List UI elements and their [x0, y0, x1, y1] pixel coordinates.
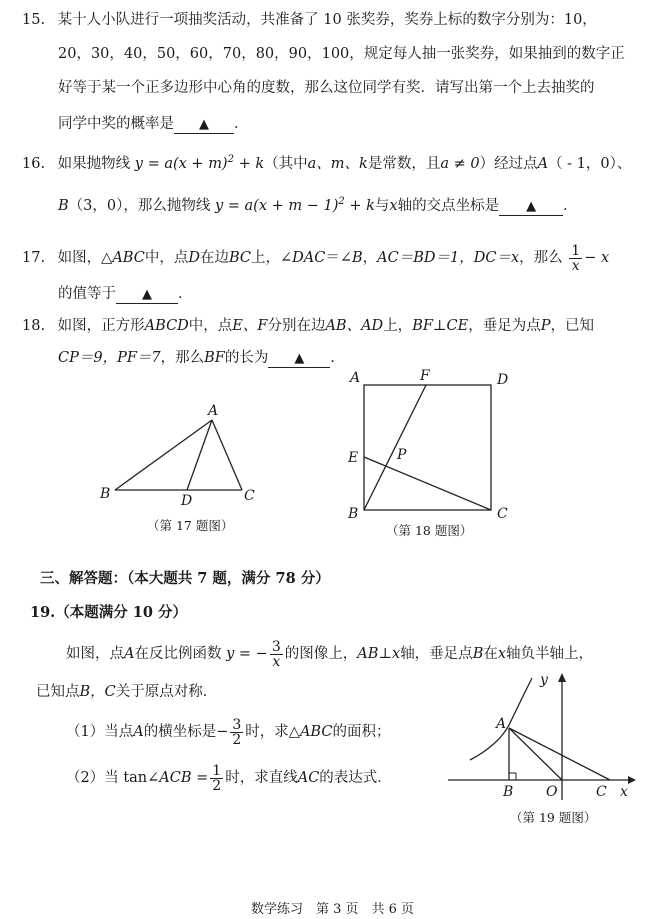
- figure-19-caption: （第 19 题图）: [510, 810, 597, 825]
- q18-answer-blank: [268, 350, 330, 368]
- segment-ac: [212, 420, 242, 490]
- label-c: C: [497, 506, 508, 522]
- q18-line-2: CP＝9，PF＝7，那么BF的长为 ▲ ．: [58, 350, 345, 366]
- q18-line-1: 18. 如图，正方形ABCD中，点E、F分别在边AB、AD上，BF⊥CE，垂足为点P，已知: [22, 318, 594, 334]
- q17-line-1: 17. 如图，△ABC中，点D在边BC上，∠DAC＝∠B，AC＝BD＝1，DC＝x，那么 $\frac{1}{x}$ − x: [22, 242, 610, 274]
- q17-fraction: $\frac{1}{x}$: [571, 242, 581, 274]
- figure-19: [440, 668, 640, 808]
- label-c: C: [596, 784, 607, 800]
- q15-line-3: 好等于某一个正多边形中心角的度数，那么这位同学有奖．请写出第一个上去抽奖的: [58, 80, 595, 96]
- figure-18-caption: （第 18 题图）: [386, 523, 473, 538]
- x-axis-arrow-icon: [628, 776, 636, 784]
- q19-subquestion-2: （2）当 tan∠ACB = $\frac{1}{2}$ 时，求直线AC的表达式．: [66, 762, 392, 794]
- label-d: D: [497, 372, 509, 388]
- label-b: B: [348, 506, 359, 522]
- q17-number: 17.: [22, 250, 46, 266]
- q19-subquestion-1: （1）当点A的横坐标是− $\frac{3}{2}$ 时，求△ABC的面积；: [66, 716, 391, 748]
- figure-17: [95, 400, 265, 510]
- answer-triangle-icon: ▲: [199, 117, 209, 132]
- q16-equation-2: $y = a(x + m - 1)^2 + k$: [214, 196, 375, 214]
- q16-line-2: B（3，0），那么抛物线 $y = a(x + m - 1)^2 + k$与x轴的交点坐标是 ▲ ．: [58, 196, 578, 214]
- segment-ad: [187, 420, 212, 490]
- label-b: B: [100, 486, 111, 502]
- q19-title: 19.（本题满分 10 分）: [30, 604, 188, 621]
- label-p: P: [397, 447, 407, 463]
- q15-text-4: 同学中奖的概率是: [58, 116, 174, 132]
- square-abcd: [364, 385, 491, 510]
- y-axis-arrow-icon: [558, 673, 566, 682]
- q16-answer-blank: [499, 198, 563, 216]
- segment-bf: [364, 385, 426, 510]
- label-o: O: [546, 784, 558, 800]
- q19-s1-fraction: $\frac{3}{2}$: [232, 716, 242, 748]
- section-3-title: 三、解答题：（本大题共 7 题，满分 78 分）: [40, 570, 330, 587]
- q15-number: 15.: [22, 12, 46, 28]
- page-footer: 数学练习 第 3 页 共 6 页: [250, 902, 415, 917]
- answer-triangle-icon: ▲: [294, 351, 305, 366]
- q15-line-2: 20，30，40，50，60，70，80，90，100，规定每人抽一张奖券，如果抽到的数字正: [58, 46, 625, 62]
- label-c: C: [244, 488, 255, 504]
- figure-18: [340, 366, 520, 526]
- q15-answer-blank: [174, 116, 234, 134]
- q16-equation-1: $y = a(x + m)^2 + k$: [134, 154, 265, 172]
- q19-line-1: 如图，点A在反比例函数 y = − $\frac{3}{x}$ 的图像上，AB⊥x轴，垂足点B在x轴负半轴上，: [66, 638, 594, 670]
- label-a: A: [208, 403, 219, 419]
- answer-triangle-icon: ▲: [142, 287, 152, 302]
- q15-text-1: 某十人小队进行一项抽奖活动，共准备了 10 张奖券，奖券上标的数字分别为：10，: [57, 12, 597, 28]
- q15-line-1: [22, 10, 597, 30]
- q17-answer-blank: [116, 286, 178, 304]
- q19-s2-fraction: $\frac{1}{2}$: [212, 762, 222, 794]
- q18-number: 18.: [22, 318, 46, 334]
- q19-function-fraction: $\frac{3}{x}$: [271, 638, 281, 670]
- label-b: B: [503, 784, 514, 800]
- segment-ao: [509, 728, 562, 780]
- q15-line-4: 同学中奖的概率是 ▲ ．: [58, 116, 249, 132]
- q16-number: 16.: [22, 155, 46, 172]
- label-d: D: [181, 493, 193, 509]
- q16-line-1: 16. 如果抛物线 $y = a(x + m)^2 + k$（其中a、m、k是常数，且a ≠ 0）经过点A（ - 1，0）、: [22, 154, 632, 172]
- segment-ac: [509, 728, 610, 780]
- segment-ce: [364, 457, 491, 510]
- q19-line-2: 已知点B，C关于原点对称．: [36, 684, 218, 700]
- q17-line-2: 的值等于 ▲ ．: [58, 286, 193, 302]
- label-f: F: [420, 368, 430, 384]
- answer-triangle-icon: ▲: [526, 198, 537, 214]
- label-x: x: [620, 784, 628, 800]
- segment-ab: [115, 420, 212, 490]
- label-a: A: [350, 370, 361, 386]
- label-y: y: [540, 672, 548, 688]
- right-angle-mark: [509, 773, 516, 780]
- label-e: E: [348, 450, 359, 466]
- figure-17-caption: （第 17 题图）: [147, 518, 234, 533]
- label-a: A: [496, 716, 507, 732]
